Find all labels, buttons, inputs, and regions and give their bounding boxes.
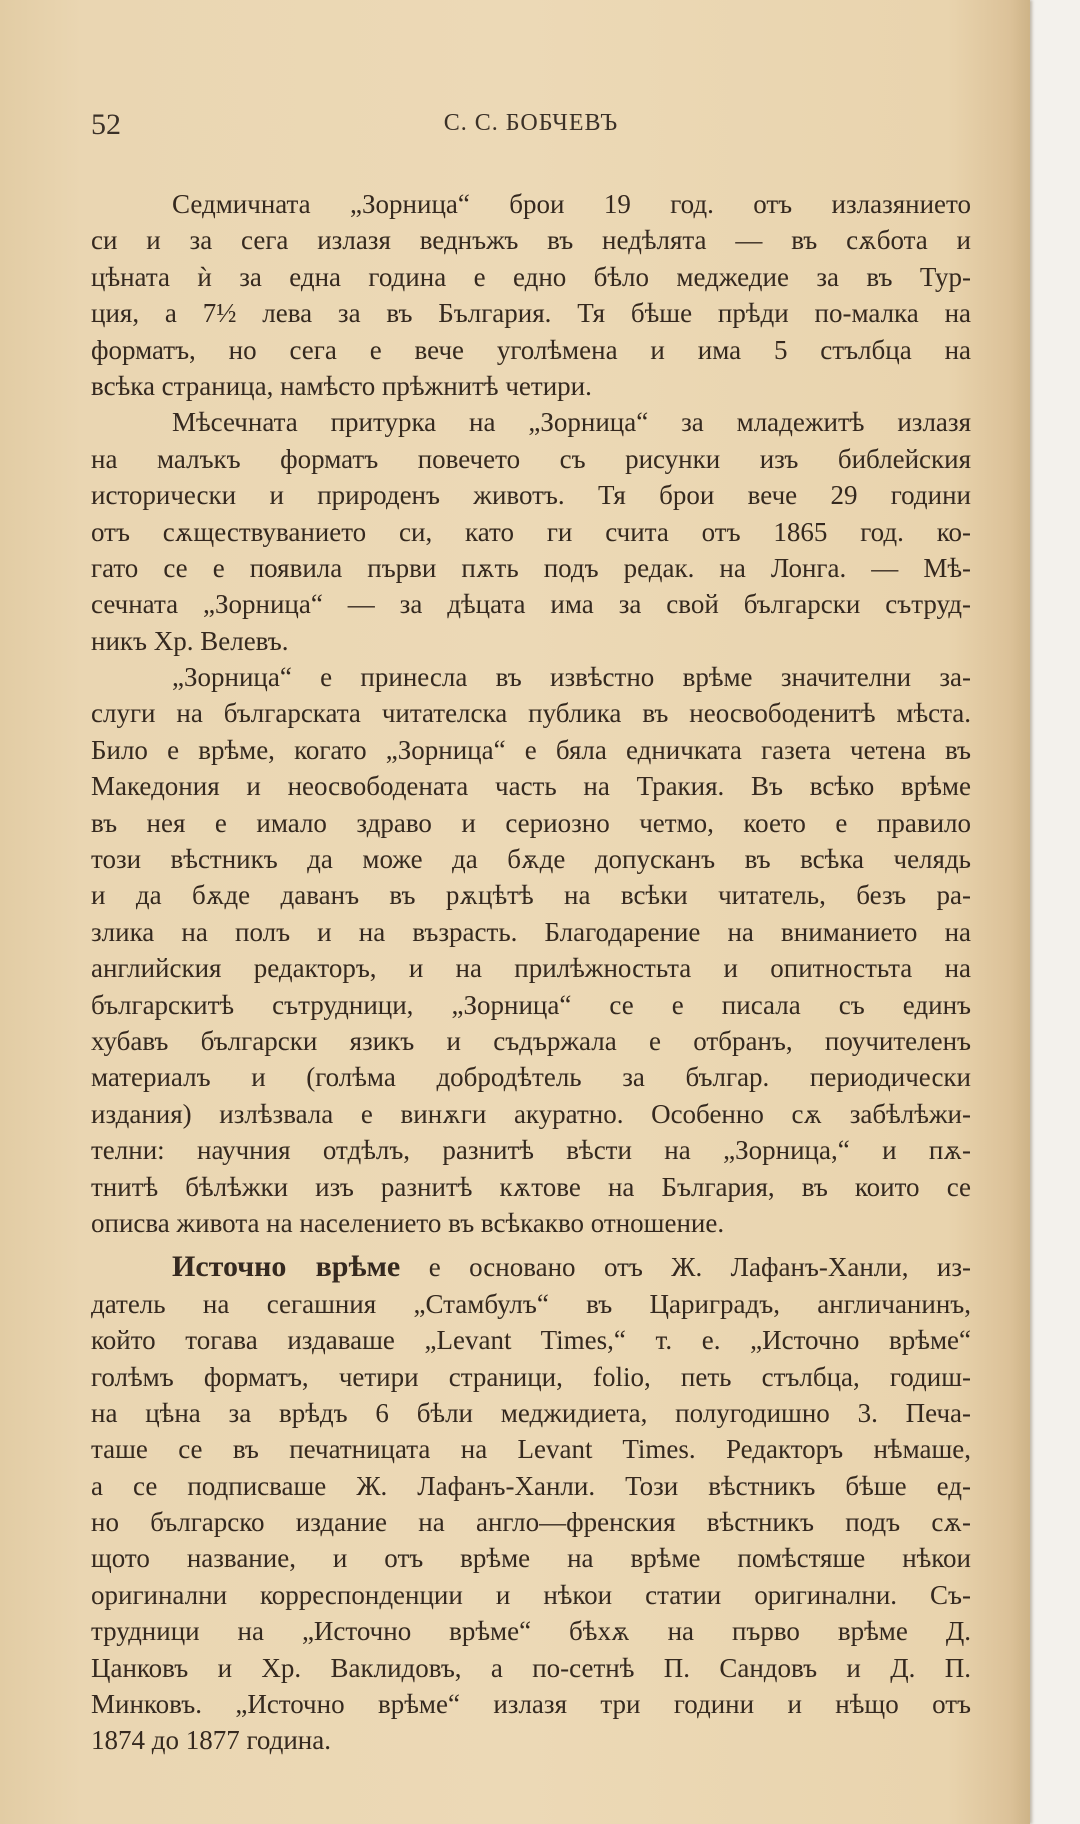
text-line: българскитѣ сътрудници, „Зорница“ се е писала съ единъ <box>91 989 971 1020</box>
text-line: английския редакторъ, и на прилѣжностьта и опитностьта на <box>91 953 971 984</box>
text-line: таше се въ печатницата на Levant Times. Редакторъ нѣмаше, <box>91 1434 971 1465</box>
text-line: сечната „Зорница“ — за дѣцата има за свой български сътруд- <box>91 589 971 620</box>
text-line: тнитѣ бѣлѣжки изъ разнитѣ кѫтове на България, въ които се <box>91 1171 971 1202</box>
text-line: хубавъ български язикъ и съдържала е отбранъ, поучителенъ <box>91 1025 971 1056</box>
text-line: на малъкъ форматъ повечето съ рисунки изъ библейския <box>91 443 971 474</box>
text-line: Минковъ. „Источно врѣме“ излазя три години и нѣщо отъ <box>91 1689 971 1720</box>
text-line: Македония и неосвободената часть на Тракия. Въ всѣко врѣме <box>91 771 971 802</box>
text-line: но българско издание на англо—френския вѣстникъ подъ сѫ- <box>91 1507 971 1538</box>
text-line: този вѣстникъ да може да бѫде допусканъ въ всѣка челядь <box>91 844 971 875</box>
text-line: 1874 до 1877 година. <box>91 1725 331 1756</box>
text-line: а се подписваше Ж. Лафанъ-Ханли. Този вѣстникъ бѣше ед- <box>91 1470 971 1501</box>
line-text: е основано отъ Ж. Лафанъ-Ханли, из- <box>428 1252 972 1283</box>
text-line: материалъ и (голѣма добродѣтель за българ. периодически <box>91 1062 971 1093</box>
text-line: щото название, и отъ врѣме на врѣме помѣстяше нѣкои <box>91 1543 971 1574</box>
page-body <box>91 186 971 1759</box>
text-line: трудници на „Источно врѣме“ бѣхѫ на първо врѣме Д. <box>91 1616 971 1647</box>
running-title: С. С. БОБЧЕВЪ <box>443 110 619 136</box>
section-lead: Источно врѣме <box>172 1250 401 1284</box>
text-line: злика на полъ и на възрасть. Благодарение на вниманието на <box>91 916 971 947</box>
text-line: Било е врѣме, когато „Зорница“ е бяла едничката газета четена въ <box>91 734 971 765</box>
text-line: си и за сега излазя веднъжъ въ недѣлята — въ сѫбота и <box>91 225 971 256</box>
text-line: отъ сѫществуванието си, като ги счита отъ 1865 год. ко- <box>91 516 971 547</box>
text-line: описва живота на населението въ всѣкакво отношение. <box>91 1207 725 1238</box>
text-line: Седмичната „Зорница“ брои 19 год. отъ излазянието <box>172 189 971 219</box>
text-line: гато се е появила първи пѫть подъ редак. на Лонга. — Мѣ- <box>91 552 971 583</box>
text-line: оригинални корреспонденции и нѣкои статии оригинални. Съ- <box>91 1579 971 1610</box>
text-line: издания) излѣзвала е винѫги акуратно. Особенно сѫ забѣлѣжи- <box>91 1098 971 1129</box>
text-line: форматъ, но сега е вече уголѣмена и има 5 стълбца на <box>91 334 971 365</box>
text-line: телни: научния отдѣлъ, разнитѣ вѣсти на „Зорница,“ и пѫ- <box>91 1135 971 1166</box>
text-line: исторически и природенъ животъ. Тя брои вече 29 години <box>91 480 971 511</box>
text-line: и да бѫде даванъ въ рѫцѣтѣ на всѣки читатель, безъ ра- <box>91 880 971 911</box>
text-line: който тогава издаваше „Levant Times,“ т. е. „Источно врѣме“ <box>91 1325 971 1356</box>
text-line: въ нея е имало здраво и сериозно четмо, което е правило <box>91 807 971 838</box>
paragraph <box>91 1249 971 1758</box>
text-line: цѣната ѝ за една година е едно бѣло меджедие за въ Тур- <box>91 261 971 292</box>
text-line: Цанковъ и Хр. Ваклидовъ, а по-сетнѣ П. Сандовъ и Д. П. <box>91 1652 971 1683</box>
text-line: ция, а 7½ лева за въ България. Тя бѣше прѣди по-малка на <box>91 298 971 329</box>
text-line: слуги на българската читателска публика въ неосвободенитѣ мѣста. <box>91 698 971 729</box>
text-line: всѣка страница, намѣсто прѣжнитѣ четири. <box>91 370 592 401</box>
text-line <box>91 1249 971 1285</box>
text-line: на цѣна за врѣдъ 6 бѣли меджидиета, полугодишно 3. Печа- <box>91 1397 971 1428</box>
paragraph <box>91 404 971 659</box>
page-header <box>91 108 971 148</box>
text-line: датель на сегашния „Стамбулъ“ въ Цариградъ, англичанинъ, <box>91 1288 971 1319</box>
text-line: никъ Хр. Велевъ. <box>91 625 289 656</box>
text-line: голѣмъ форматъ, четири страници, folio, петь стълбца, годиш- <box>91 1361 971 1392</box>
page-number: 52 <box>91 108 121 141</box>
paragraph <box>91 659 971 1241</box>
paragraph <box>91 186 971 404</box>
text-line: „Зорница“ е принесла въ извѣстно врѣме значителни за- <box>172 662 971 693</box>
text-line: Мѣсечната притурка на „Зорница“ за младежитѣ излазя <box>172 407 971 438</box>
